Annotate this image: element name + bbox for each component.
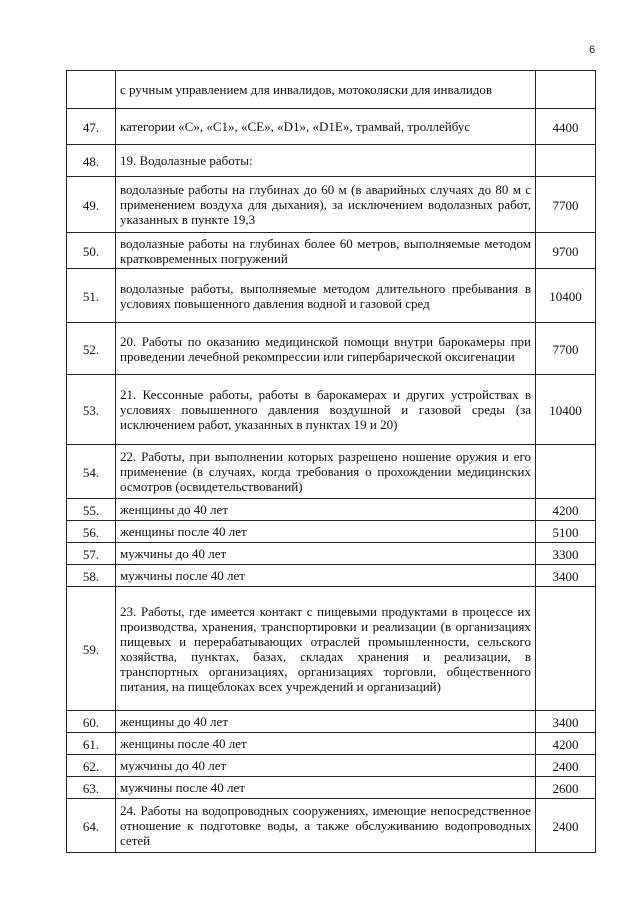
row-price xyxy=(536,445,596,499)
row-number: 62. xyxy=(67,755,116,777)
table-row xyxy=(67,233,596,269)
row-description: категории «С», «С1», «СЕ», «D1», «D1E», трамвай, троллейбус xyxy=(116,109,536,145)
row-number: 64. xyxy=(67,799,116,853)
row-price: 10400 xyxy=(536,269,596,323)
row-price: 2400 xyxy=(536,755,596,777)
table-row xyxy=(67,587,596,711)
row-number: 55. xyxy=(67,499,116,521)
table-row xyxy=(67,521,596,543)
table-row xyxy=(67,323,596,375)
row-description: водолазные работы, выполняемые методом длительного пребывания в условиях повышенного давления водной и газовой сред xyxy=(116,269,536,323)
row-description: 21. Кессонные работы, работы в барокамерах и других устройствах в условиях повышенного давления воздушной и газовой среды (за исключением работ, указанных в пунктах 19 и 20) xyxy=(116,375,536,445)
table-row xyxy=(67,269,596,323)
row-description: 24. Работы на водопроводных сооружениях, имеющие непосредственное отношение к подготовке воды, а также обслуживанию водопроводных сетей xyxy=(116,799,536,853)
row-description: 20. Работы по оказанию медицинской помощи внутри барокамеры при проведении лечебной рекомпрессии или гипербарической оксигенации xyxy=(116,323,536,375)
row-description: мужчины до 40 лет xyxy=(116,543,536,565)
row-number: 51. xyxy=(67,269,116,323)
row-number: 59. xyxy=(67,587,116,711)
row-price xyxy=(536,587,596,711)
row-price: 4200 xyxy=(536,499,596,521)
row-number: 50. xyxy=(67,233,116,269)
row-description: водолазные работы на глубинах более 60 метров, выполняемые методом кратковременных погружений xyxy=(116,233,536,269)
table-row xyxy=(67,543,596,565)
row-number: 54. xyxy=(67,445,116,499)
row-number: 63. xyxy=(67,777,116,799)
row-price xyxy=(536,145,596,177)
table-row xyxy=(67,177,596,233)
row-description: мужчины до 40 лет xyxy=(116,755,536,777)
table-row xyxy=(67,755,596,777)
table-row xyxy=(67,777,596,799)
table-row xyxy=(67,499,596,521)
row-price: 7700 xyxy=(536,323,596,375)
row-number: 60. xyxy=(67,711,116,733)
row-description: 19. Водолазные работы: xyxy=(116,145,536,177)
row-number: 49. xyxy=(67,177,116,233)
row-number: 56. xyxy=(67,521,116,543)
row-description: 22. Работы, при выполнении которых разрешено ношение оружия и его применение (в случаях, когда требования о прохождении медицинских осмотров (освидетельствований) xyxy=(116,445,536,499)
row-description: мужчины после 40 лет xyxy=(116,565,536,587)
table-row xyxy=(67,145,596,177)
table-row xyxy=(67,565,596,587)
page-number: 6 xyxy=(589,44,596,56)
row-number: 58. xyxy=(67,565,116,587)
row-price: 3300 xyxy=(536,543,596,565)
row-number: 61. xyxy=(67,733,116,755)
row-price xyxy=(536,71,596,109)
row-price: 4200 xyxy=(536,733,596,755)
row-price: 2600 xyxy=(536,777,596,799)
row-description: с ручным управлением для инвалидов, мотоколяски для инвалидов xyxy=(116,71,536,109)
row-number: 52. xyxy=(67,323,116,375)
row-price: 7700 xyxy=(536,177,596,233)
table-row xyxy=(67,711,596,733)
row-number: 57. xyxy=(67,543,116,565)
table-row xyxy=(67,109,596,145)
row-description: мужчины после 40 лет xyxy=(116,777,536,799)
row-number: 47. xyxy=(67,109,116,145)
row-price: 10400 xyxy=(536,375,596,445)
row-description: 23. Работы, где имеется контакт с пищевыми продуктами в процессе их производства, хранения, транспортировки и реализации (в организациях пищевых и перерабатывающих отраслей промышленности, сельского хозяйства, пунктах, базах, складах хранения и реализации, в транспортных организациях, организациях торговли, общественного питания, на пищеблоках всех учреждений и организаций) xyxy=(116,587,536,711)
price-table xyxy=(66,70,596,853)
table-row xyxy=(67,733,596,755)
table-row xyxy=(67,799,596,853)
row-description: женщины до 40 лет xyxy=(116,711,536,733)
row-description: женщины после 40 лет xyxy=(116,733,536,755)
row-number: 48. xyxy=(67,145,116,177)
row-price: 3400 xyxy=(536,711,596,733)
row-price: 9700 xyxy=(536,233,596,269)
row-description: женщины до 40 лет xyxy=(116,499,536,521)
row-price: 5100 xyxy=(536,521,596,543)
row-price: 3400 xyxy=(536,565,596,587)
table-row xyxy=(67,445,596,499)
table-row xyxy=(67,71,596,109)
row-price: 2400 xyxy=(536,799,596,853)
table-row xyxy=(67,375,596,445)
row-price: 4400 xyxy=(536,109,596,145)
row-number xyxy=(67,71,116,109)
row-description: женщины после 40 лет xyxy=(116,521,536,543)
row-description: водолазные работы на глубинах до 60 м (в аварийных случаях до 80 м с применением воздуха для дыхания), за исключением водолазных работ, указанных в пункте 19,3 xyxy=(116,177,536,233)
row-number: 53. xyxy=(67,375,116,445)
